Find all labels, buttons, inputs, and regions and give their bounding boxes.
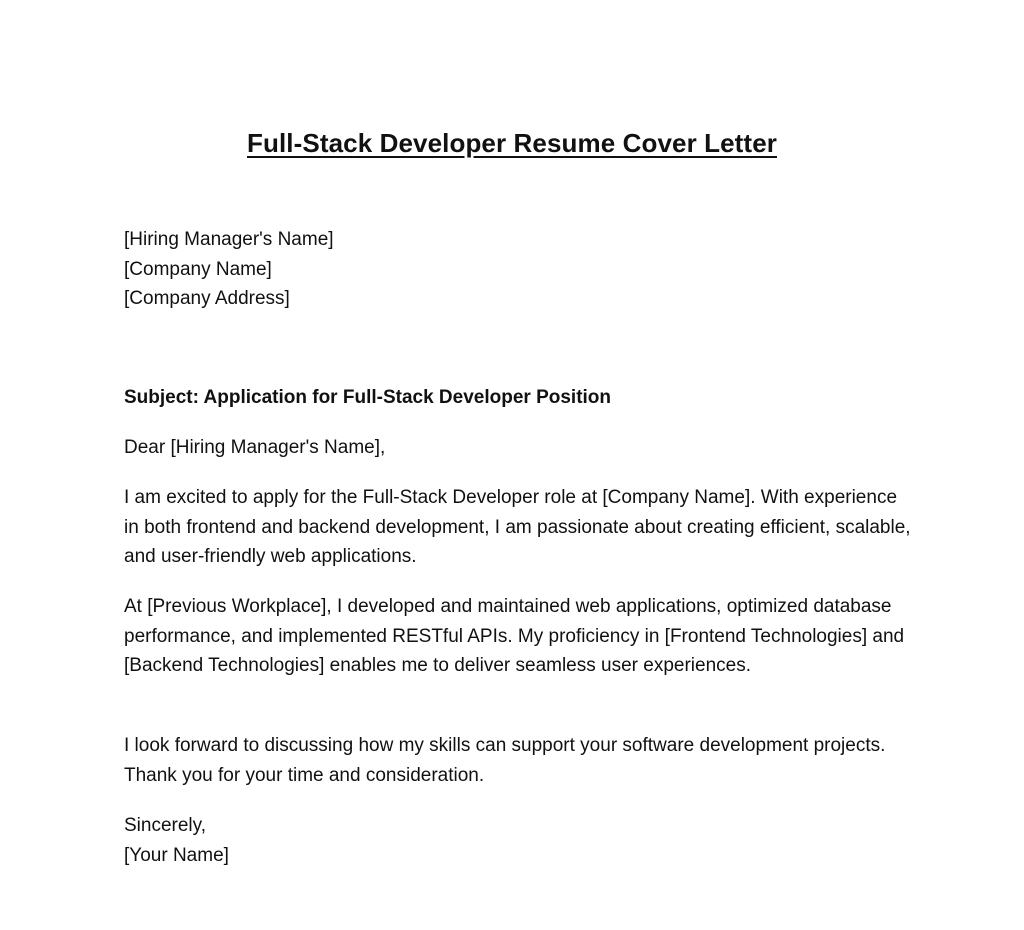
closing-salutation: Sincerely, — [124, 815, 207, 836]
greeting: Dear [Hiring Manager's Name], — [124, 437, 386, 458]
paragraph-conclusion: I look forward to discussing how my skills can support your software development projects. Thank you for your time and consideration. — [124, 735, 886, 786]
recipient-name: [Hiring Manager's Name] — [124, 229, 334, 250]
paragraph-experience: At [Previous Workplace], I developed and maintained web applications, optimized database performance, and implemented RESTful APIs. My proficiency in [Frontend Technologies] and [Backend Technologies] enables me to deliver seamless user experiences. — [124, 596, 905, 676]
signature-name: [Your Name] — [124, 844, 229, 866]
recipient-company: [Company Name] — [124, 258, 272, 280]
recipient-block — [124, 225, 914, 314]
closing-block — [124, 811, 914, 870]
subject-line: Subject: Application for Full-Stack Developer Position — [124, 387, 612, 408]
recipient-address: [Company Address] — [124, 288, 290, 309]
paragraph-intro: I am excited to apply for the Full-Stack Developer role at [Company Name]. With experience in both frontend and backend development, I am passionate about creating efficient, scalable, and user-friendly web applications. — [124, 487, 911, 567]
page-title: Full-Stack Developer Resume Cover Letter — [247, 128, 777, 158]
